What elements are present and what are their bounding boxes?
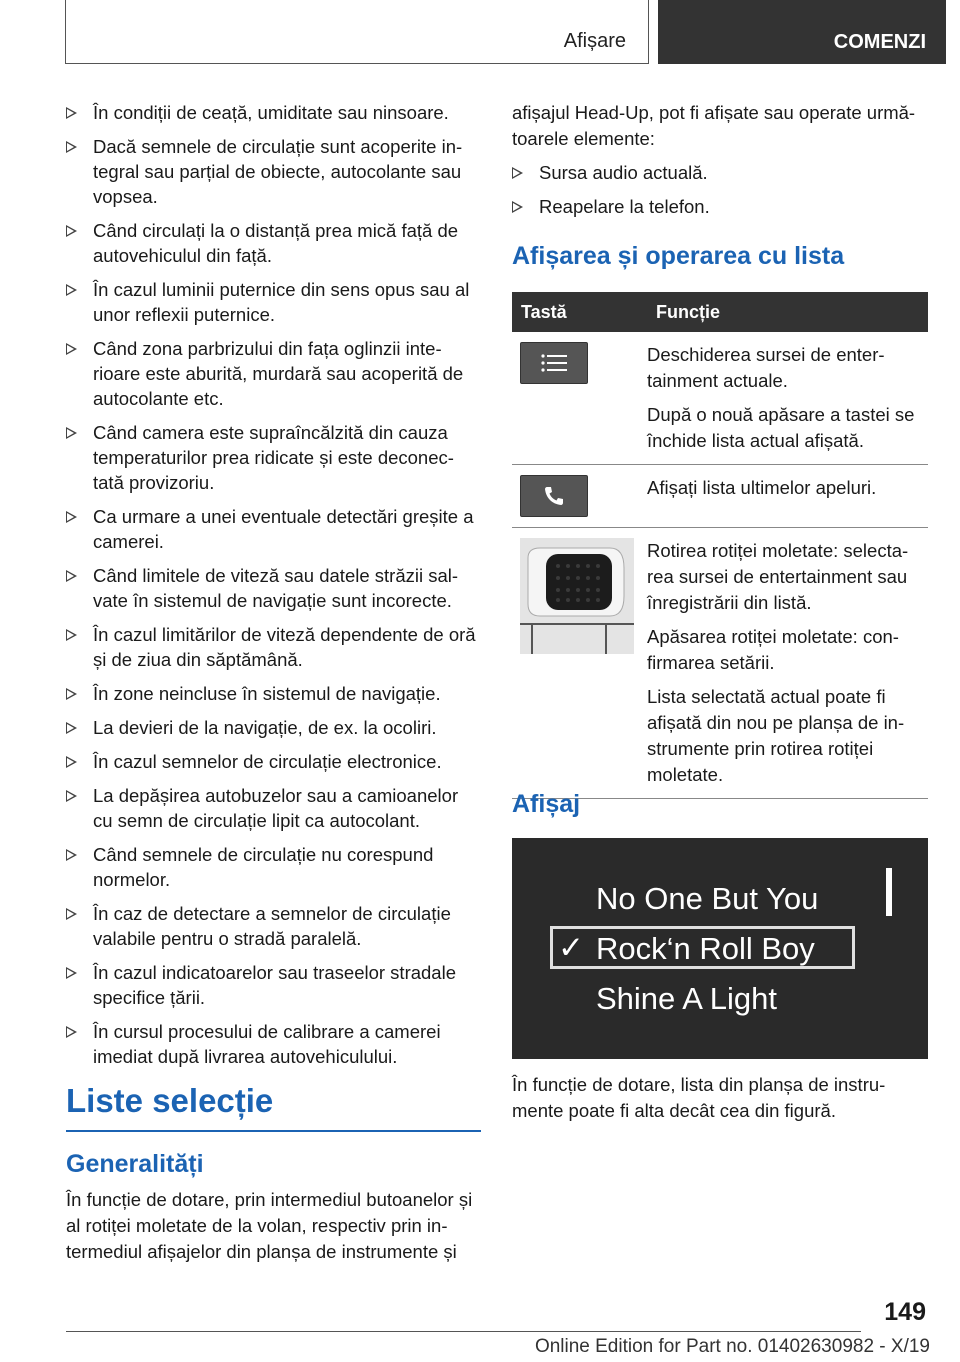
bullet-triangle-icon <box>66 511 77 523</box>
display-heading: Afișaj <box>512 790 581 818</box>
list-item: În zone neincluse în sistemul de navigație. <box>66 681 480 706</box>
list-item: Când zona parbrizului din fața oglinzii inte‐rioare este aburită, murdară sau acoperită de autocolante etc. <box>66 336 480 411</box>
list-item: Sursa audio actuală. <box>512 160 928 185</box>
bullet-triangle-icon <box>66 756 77 768</box>
list-item: Când camera este supraîncălzită din cauza temperaturilor prea ridicate și este deconec‐tată provizoriu. <box>66 420 480 495</box>
general-paragraph: În funcție de dotare, prin intermediul butoanelor și al rotiței moletate de la volan, respectiv prin in‐termediul afișajelor din planșa de instrumente și <box>66 1189 473 1262</box>
list-item: La depășirea autobuzelor sau a camioanelor cu semn de circulație lipit ca autocolant. <box>66 783 480 833</box>
bullet-triangle-icon <box>66 427 77 439</box>
bullet-triangle-icon <box>66 141 77 153</box>
list-item: În cursul procesului de calibrare a camerei imediat după livrarea autovehiculului. <box>66 1019 480 1069</box>
display-list-item[interactable]: No One But You <box>596 881 819 916</box>
bullet-triangle-icon <box>66 629 77 641</box>
display-list-item-selected[interactable]: Rock‘n Roll Boy <box>596 931 815 966</box>
bullet-triangle-icon <box>66 1026 77 1038</box>
list-item: În cazul semnelor de circulație electronice. <box>66 749 480 774</box>
list-item: În condiții de ceață, umiditate sau ninsoare. <box>66 100 480 125</box>
list-item: La devieri de la navigație, de ex. la ocoliri. <box>66 715 480 740</box>
bullet-triangle-icon <box>66 849 77 861</box>
column-header-key: Tastă <box>512 292 647 332</box>
checkmark-icon: ✓ <box>558 930 584 965</box>
bullet-triangle-icon <box>66 908 77 920</box>
function-text: După o nouă apăsare a tastei se închide lista actual afișată. <box>647 404 915 451</box>
function-text: Deschiderea sursei de enter‐tainment actuale. <box>647 344 885 391</box>
table-heading: Afișarea și operarea cu lista <box>512 242 845 270</box>
display-list-item[interactable]: Shine A Light <box>596 981 777 1016</box>
bullet-triangle-icon <box>512 201 523 213</box>
list-item: În cazul limitărilor de viteză dependente de oră și de ziua din săptămână. <box>66 622 480 672</box>
page-number: 149 <box>884 1298 926 1326</box>
list-button-icon[interactable] <box>520 342 588 384</box>
list-item: Când circulați la o distanță prea mică față de autovehiculul din față. <box>66 218 480 268</box>
list-item: Ca urmare a unei eventuale detectări greșite a camerei. <box>66 504 480 554</box>
list-item: Reapelare la telefon. <box>512 194 928 219</box>
bullet-triangle-icon <box>66 688 77 700</box>
bullet-triangle-icon <box>66 570 77 582</box>
function-text: Rotirea rotiței moletate: selecta‐rea sursei de entertainment sau înregistrării din listă. <box>647 540 909 613</box>
header-section-title: Afișare <box>563 30 626 52</box>
bullet-triangle-icon <box>512 167 523 179</box>
bullet-triangle-icon <box>66 343 77 355</box>
footer-divider <box>66 1331 861 1332</box>
display-scrollbar <box>886 868 892 916</box>
table-row <box>512 465 928 528</box>
bullet-triangle-icon <box>66 967 77 979</box>
function-text: Lista selectată actual poate fi afișată din nou pe planșa de in‐strumente prin rotirea rotiței moletate. <box>647 686 905 785</box>
table-row <box>512 332 928 465</box>
thumbwheel-icon[interactable] <box>520 538 634 654</box>
instrument-list-display <box>512 838 928 1059</box>
list-item: Când semnele de circulație nu corespund normelor. <box>66 842 480 892</box>
bullet-triangle-icon <box>66 225 77 237</box>
element-list <box>512 160 928 219</box>
display-caption: În funcție de dotare, lista din planșa de instru‐mente poate fi alta decât cea din figură. <box>512 1074 886 1121</box>
table-row <box>512 528 928 799</box>
list-item: În caz de detectare a semnelor de circulație valabile pentru o stradă paralelă. <box>66 901 480 951</box>
bullet-triangle-icon <box>66 722 77 734</box>
header-frame <box>65 0 649 64</box>
intro-paragraph: afișajul Head-Up, pot fi afișate sau operate urmă‐toarele elemente: <box>512 102 916 149</box>
bullet-triangle-icon <box>66 284 77 296</box>
header-chapter-tab[interactable] <box>658 0 946 64</box>
list-item: Dacă semnele de circulație sunt acoperite in‐tegral sau parțial de obiecte, autocolante sau vopsea. <box>66 134 480 209</box>
list-item: În cazul luminii puternice din sens opus sau al unor reflexii puternice. <box>66 277 480 327</box>
function-text: Afișați lista ultimelor apeluri. <box>647 477 877 498</box>
right-column <box>512 100 928 228</box>
condition-list <box>66 100 480 1069</box>
column-header-function: Funcție <box>647 292 928 332</box>
key-function-table <box>512 292 928 799</box>
function-text: Apăsarea rotiței moletate: con‐firmarea setării. <box>647 626 899 673</box>
subsection-title: Generalități <box>66 1150 204 1178</box>
left-column <box>66 100 480 1078</box>
bullet-triangle-icon <box>66 107 77 119</box>
section-title: Liste selecție <box>66 1082 481 1132</box>
bullet-triangle-icon <box>66 790 77 802</box>
footer-text: Online Edition for Part no. 01402630982 - X/19 <box>534 1336 930 1357</box>
header-chapter-label: COMENZI <box>833 31 926 53</box>
list-item: În cazul indicatoarelor sau traseelor stradale specifice țării. <box>66 960 480 1010</box>
list-item: Când limitele de viteză sau datele străzii sal‐vate în sistemul de navigație sunt incorecte. <box>66 563 480 613</box>
phone-button-icon[interactable] <box>520 475 588 517</box>
